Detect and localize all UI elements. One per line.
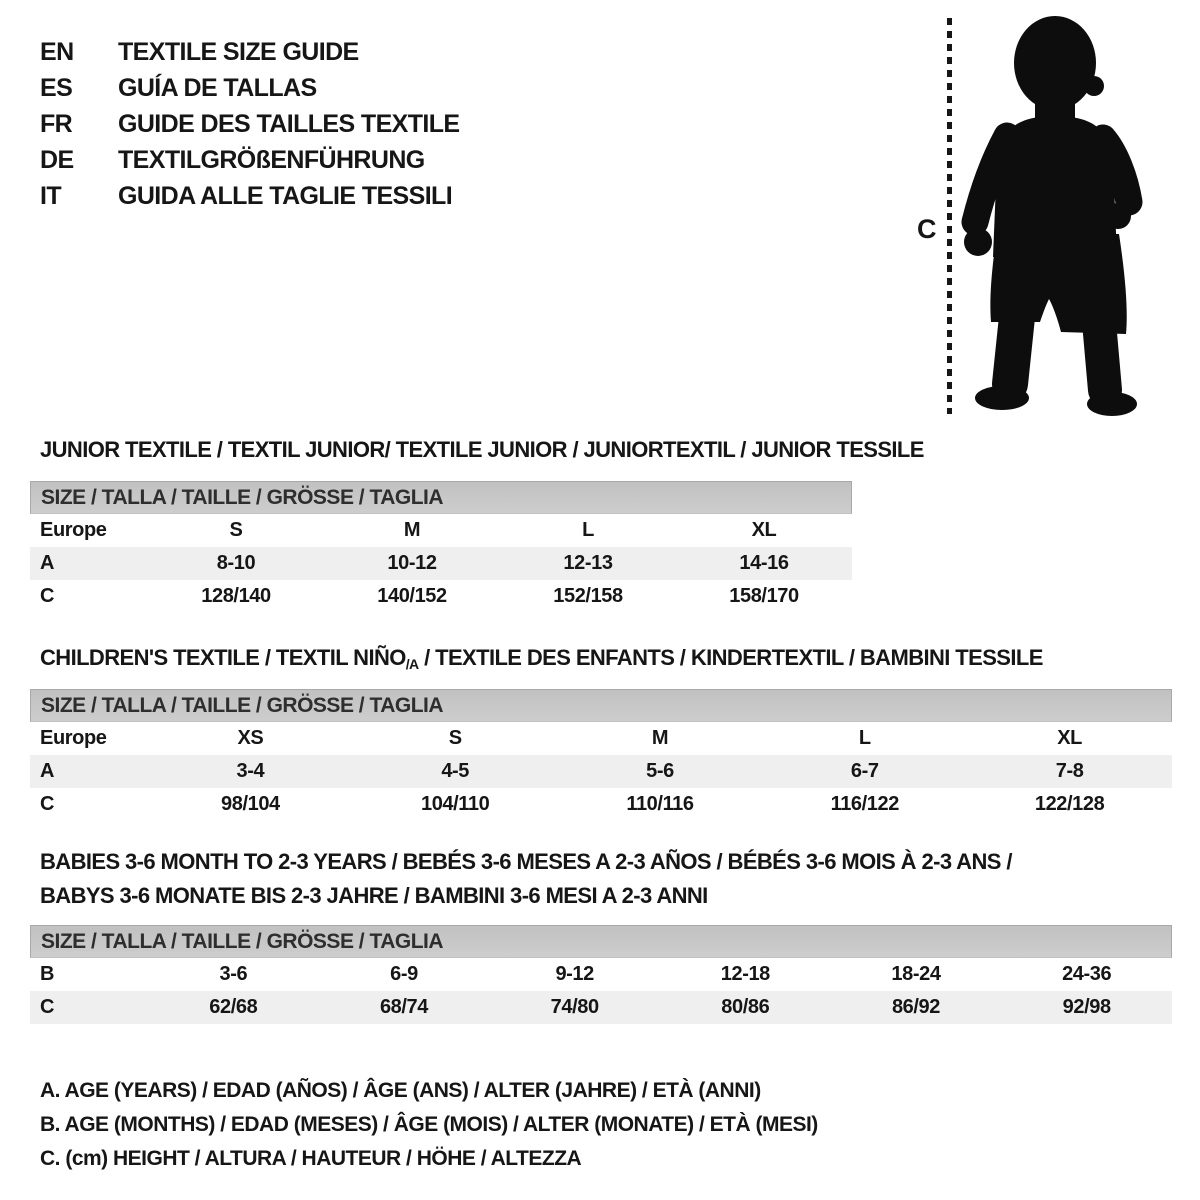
language-code: ES	[40, 73, 73, 102]
table-cell: 10-12	[387, 552, 437, 574]
table-cell: 6-9	[390, 963, 418, 985]
table-row-height	[30, 580, 852, 613]
size-column: M	[403, 519, 421, 541]
row-label: B	[40, 963, 55, 985]
table-row-age	[30, 755, 1172, 788]
guide-title-en: TEXTILE SIZE GUIDE	[118, 37, 359, 66]
table-cell: 80/86	[721, 996, 770, 1018]
toddler-silhouette-icon	[955, 12, 1155, 418]
table-cell: 8-10	[216, 552, 256, 574]
measurement-legend	[40, 1074, 818, 1176]
height-measure-line	[947, 18, 952, 414]
size-header-label: SIZE / TALLA / TAILLE / GRÖSSE / TAGLIA	[41, 485, 444, 509]
table-cell: 14-16	[739, 552, 789, 574]
height-measure-figure	[905, 10, 1195, 422]
table-cell: 4-5	[441, 760, 470, 782]
table-cell: 122/128	[1034, 793, 1105, 815]
junior-size-table	[30, 514, 852, 613]
table-cell: 128/140	[201, 585, 271, 607]
table-row-age-months	[30, 958, 1172, 991]
size-column: XS	[237, 727, 264, 749]
language-title-list	[40, 34, 460, 214]
language-code: DE	[40, 145, 74, 174]
children-title-subscript: /A	[405, 656, 419, 672]
row-label: C	[40, 996, 55, 1018]
size-column: XL	[1057, 727, 1082, 749]
language-code: FR	[40, 109, 73, 138]
language-row-es	[40, 70, 460, 106]
size-column: L	[858, 727, 871, 749]
table-cell: 6-7	[850, 760, 879, 782]
table-cell: 86/92	[891, 996, 941, 1018]
children-section-title	[40, 645, 1043, 677]
size-header-label: SIZE / TALLA / TAILLE / GRÖSSE / TAGLIA	[41, 929, 444, 953]
guide-title-fr: GUIDE DES TAILLES TEXTILE	[118, 109, 460, 138]
table-cell: 5-6	[646, 760, 674, 782]
table-cell: 62/68	[209, 996, 258, 1018]
table-cell: 24-36	[1062, 963, 1112, 985]
language-row-en	[40, 34, 460, 70]
table-header-row	[30, 722, 1172, 755]
babies-title-line-2: BABYS 3-6 MONATE BIS 2-3 JAHRE / BAMBINI 3-6 MESI A 2-3 ANNI	[40, 883, 708, 908]
language-code: EN	[40, 37, 74, 66]
table-row-height	[30, 788, 1172, 821]
table-cell: 104/110	[420, 793, 490, 815]
table-cell: 68/74	[379, 996, 429, 1018]
guide-title-it: GUIDA ALLE TAGLIE TESSILI	[118, 181, 453, 210]
table-row-age	[30, 547, 852, 580]
legend-line-a: A. AGE (YEARS) / EDAD (AÑOS) / ÂGE (ANS) / ALTER (JAHRE) / ETÀ (ANNI)	[40, 1079, 761, 1102]
table-cell: 3-6	[219, 963, 248, 985]
table-cell: 98/104	[221, 793, 280, 815]
region-label: Europe	[40, 727, 107, 749]
table-cell: 7-8	[1055, 760, 1084, 782]
junior-section-title: JUNIOR TEXTILE / TEXTIL JUNIOR/ TEXTILE JUNIOR / JUNIORTEXTIL / JUNIOR TESSILE	[40, 437, 924, 462]
language-row-fr	[40, 106, 460, 142]
row-label: A	[40, 760, 55, 782]
row-label: C	[40, 793, 55, 815]
babies-title-line-1: BABIES 3-6 MONTH TO 2-3 YEARS / BEBÉS 3-6 MESES A 2-3 AÑOS / BÉBÉS 3-6 MOIS À 2-3 ANS /	[40, 849, 1012, 874]
language-row-it	[40, 178, 460, 214]
size-column: L	[582, 519, 594, 541]
children-title-pre: CHILDREN'S TEXTILE / TEXTIL NIÑO	[40, 645, 406, 670]
table-cell: 9-12	[555, 963, 594, 985]
table-cell: 152/158	[553, 585, 623, 607]
table-cell: 116/122	[830, 793, 899, 815]
size-header-label: SIZE / TALLA / TAILLE / GRÖSSE / TAGLIA	[41, 693, 444, 717]
table-cell: 158/170	[729, 585, 799, 607]
table-header-row	[30, 514, 852, 547]
babies-size-header-bar	[30, 925, 1172, 958]
babies-section-title	[40, 845, 1012, 913]
babies-size-table	[30, 958, 1172, 1024]
children-title-post: / TEXTILE DES ENFANTS / KINDERTEXTIL / BAMBINI TESSILE	[418, 645, 1043, 670]
junior-size-header-bar	[30, 481, 852, 514]
size-column: S	[448, 727, 462, 749]
size-column: XL	[751, 519, 777, 541]
guide-title-de: TEXTILGRÖßENFÜHRUNG	[118, 145, 425, 174]
table-cell: 140/152	[377, 585, 447, 607]
row-label: C	[40, 585, 55, 607]
language-code: IT	[40, 181, 62, 210]
guide-title-es: GUÍA DE TALLAS	[118, 73, 317, 102]
table-cell: 3-4	[236, 760, 265, 782]
region-label: Europe	[40, 519, 107, 541]
legend-line-c: C. (cm) HEIGHT / ALTURA / HAUTEUR / HÖHE / ALTEZZA	[40, 1147, 582, 1170]
legend-line-b: B. AGE (MONTHS) / EDAD (MESES) / ÂGE (MOIS) / ALTER (MONATE) / ETÀ (MESI)	[40, 1113, 818, 1136]
row-label: A	[40, 552, 55, 574]
language-row-de	[40, 142, 460, 178]
size-column: M	[651, 727, 669, 749]
table-cell: 74/80	[550, 996, 599, 1018]
measure-label-c: C	[917, 214, 937, 244]
table-cell: 110/116	[626, 793, 694, 815]
table-cell: 18-24	[891, 963, 941, 985]
children-size-header-bar	[30, 689, 1172, 722]
table-cell: 12-13	[563, 552, 613, 574]
table-cell: 92/98	[1062, 996, 1111, 1018]
size-column: S	[229, 519, 243, 541]
table-cell: 12-18	[720, 963, 770, 985]
table-row-height	[30, 991, 1172, 1024]
children-size-table	[30, 722, 1172, 821]
